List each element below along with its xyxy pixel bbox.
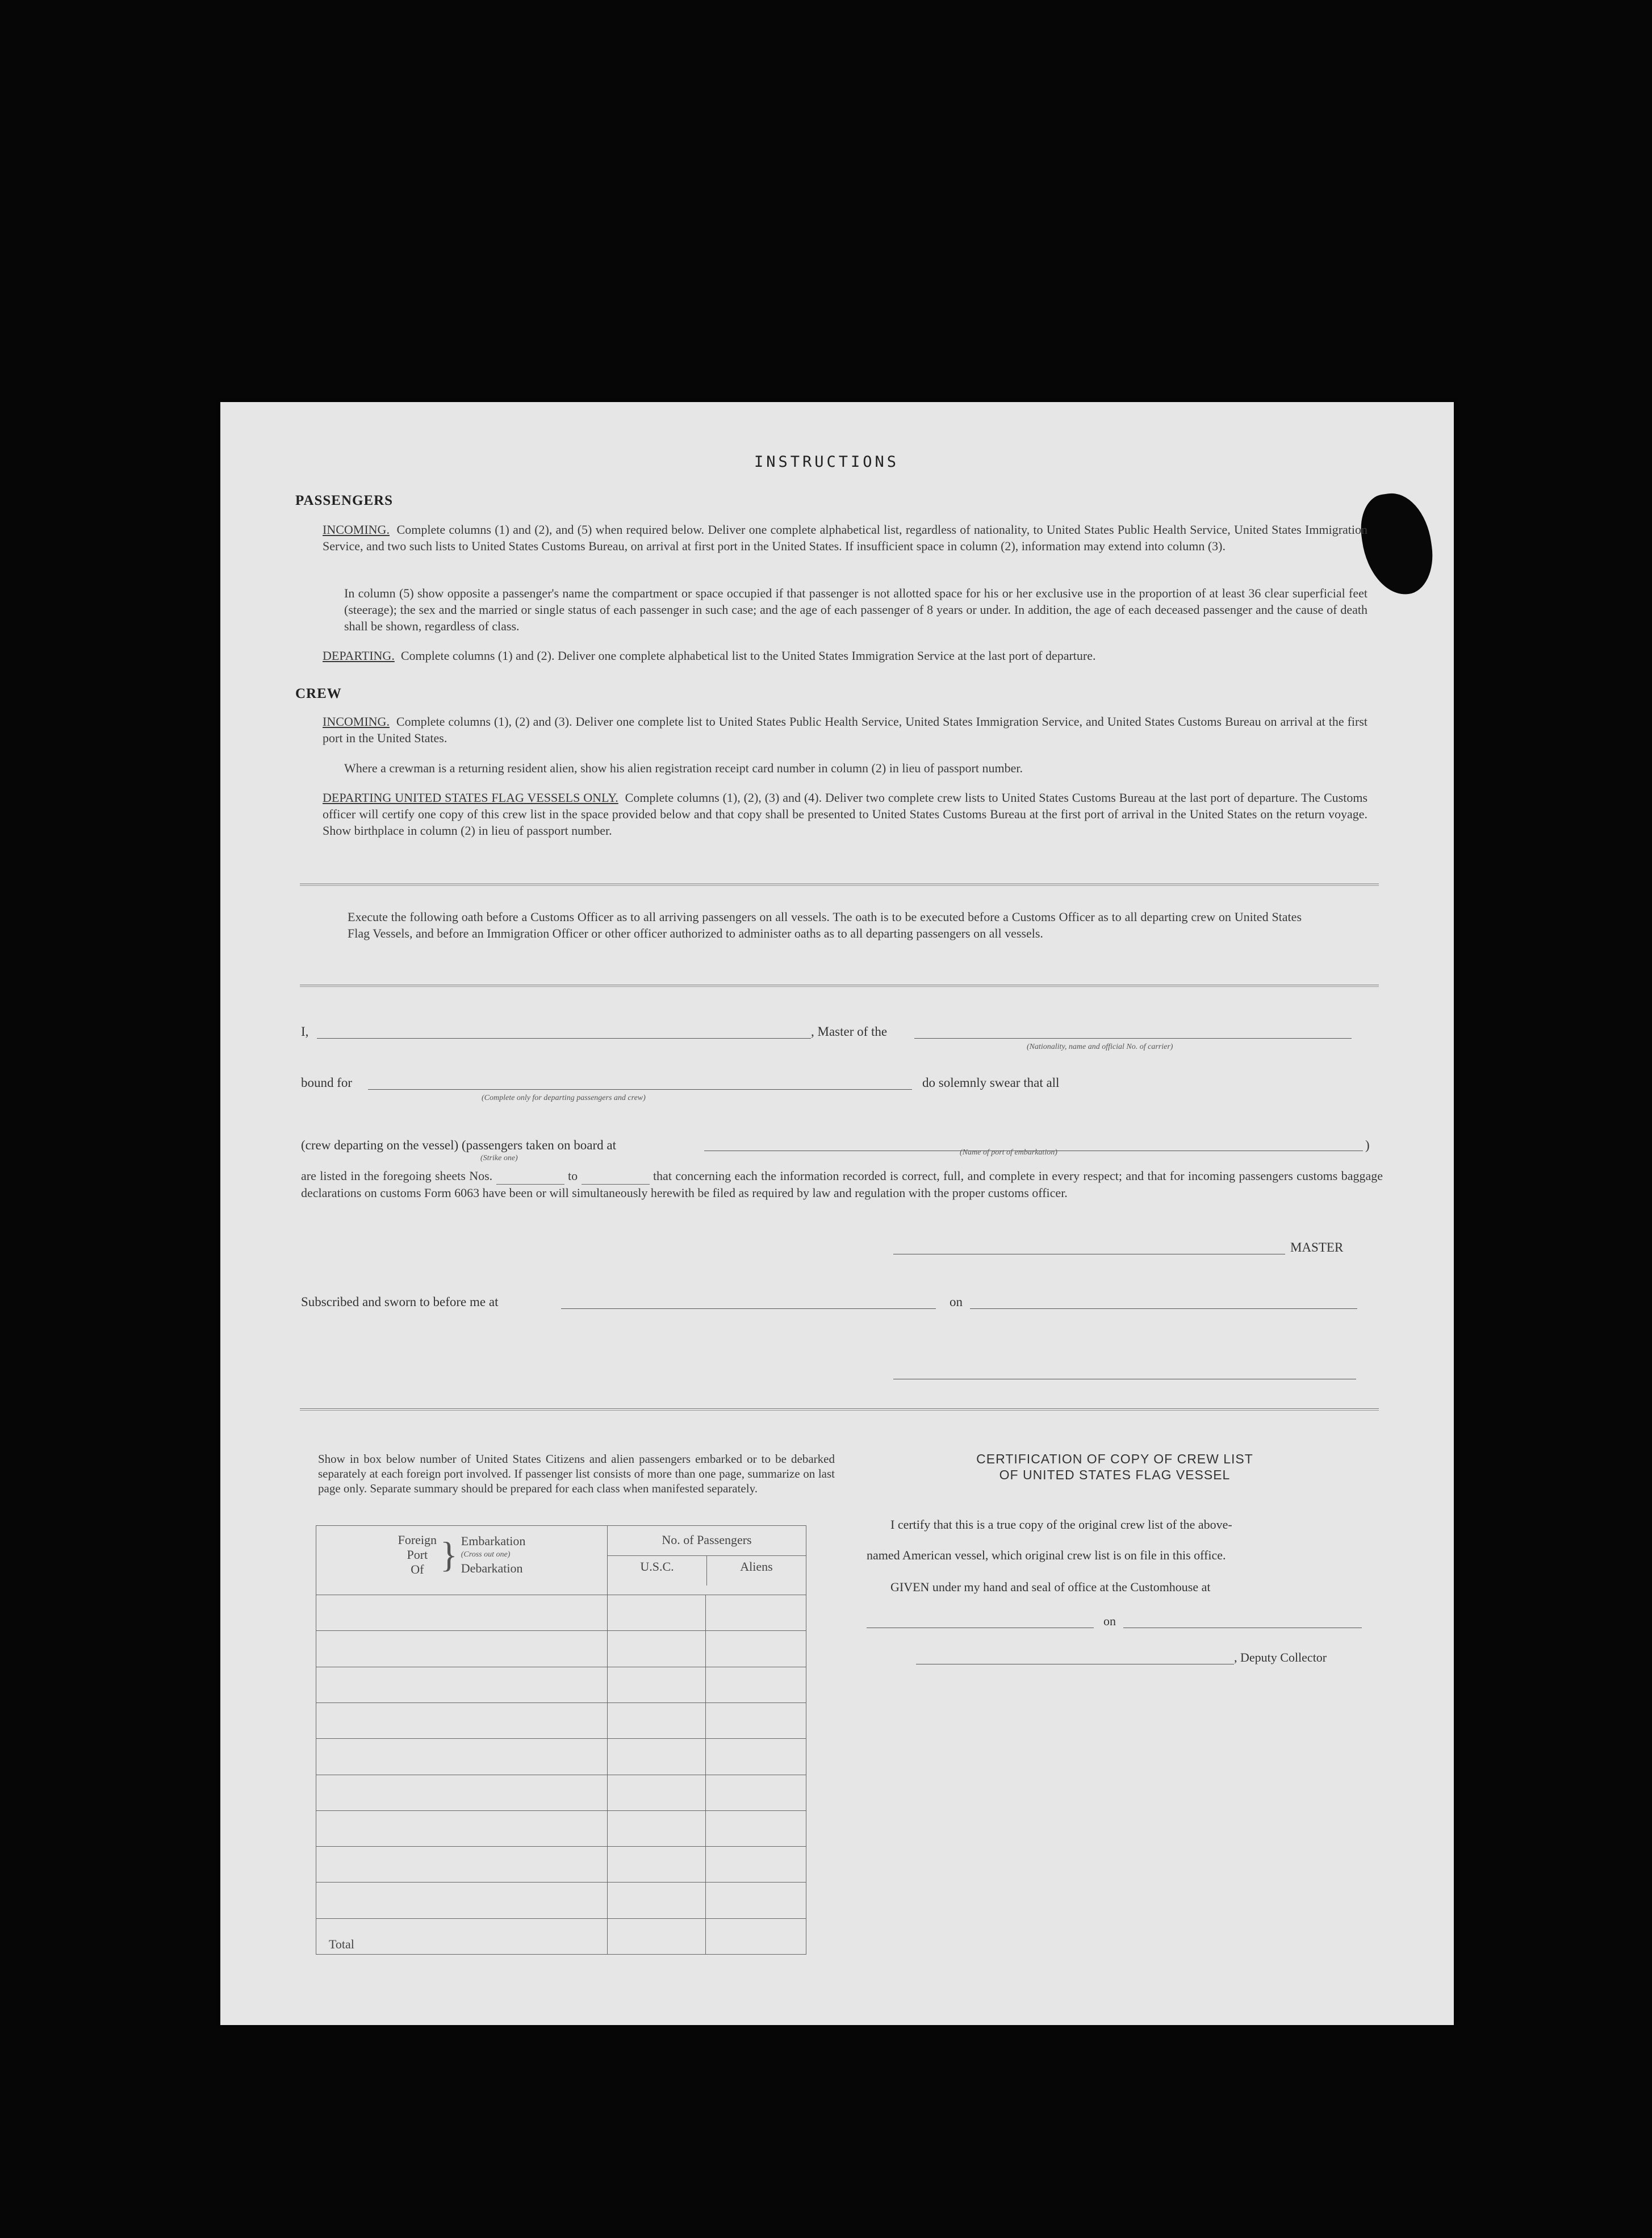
passengers-heading: PASSENGERS <box>295 493 394 508</box>
passengers-incoming-text: Complete columns (1) and (2), and (5) when required below. Deliver one complete alphabetical list, regardless of nationality, to United States Public Health Service, United States Immigration Service, and two such lists to United States Customs Bureau, on arrival at first port in the United States. If insufficient space in column (2), information may extend into column (3). <box>323 522 1368 553</box>
usc-cell[interactable] <box>608 1847 706 1883</box>
table-row <box>316 1847 806 1883</box>
summary-instructions: Show in box below number of United States Citizens and alien passengers embarked or to be debarked separately at each foreign port involved. If passenger list consists of more than one page, summarize on last page only. Separate summary should be prepared for each class when manifested separately. <box>318 1452 835 1495</box>
col-cross: (Cross out one) <box>461 1550 511 1559</box>
passengers-departing-paragraph <box>323 647 1367 664</box>
crew-resident-paragraph: Where a crewman is a returning resident alien, show his alien registration receipt card number in column (2) in lieu of passport number. <box>344 761 1023 775</box>
close-paren: ) <box>1365 1138 1370 1152</box>
usc-cell[interactable] <box>608 1667 706 1702</box>
crew-incoming-text: Complete columns (1), (2) and (3). Deliver one complete list to United States Public Health Service, United States Immigration Service, and United States Customs Bureau on arrival at the first port in the United States. <box>323 714 1368 745</box>
passengers-departing-text: Complete columns (1) and (2). Deliver one complete alphabetical list to the United States Immigration Service at the last port of departure. <box>400 649 1096 663</box>
num-passengers-header <box>608 1526 806 1595</box>
cert-heading-1: CERTIFICATION OF COPY OF CREW LIST <box>976 1451 1253 1466</box>
divider <box>300 1408 1379 1411</box>
port-cell[interactable] <box>316 1595 608 1631</box>
col-aliens: Aliens <box>740 1559 773 1574</box>
deputy-collector-label: , Deputy Collector <box>1234 1650 1327 1664</box>
col-port-line1: Foreign <box>398 1533 437 1547</box>
port-hint: (Name of port of embarkation) <box>960 1148 1057 1157</box>
bound-for-label: bound for <box>301 1076 353 1090</box>
page-title: INSTRUCTIONS <box>754 453 900 471</box>
passengers-column5-paragraph: In column (5) show opposite a passenger's name the compartment or space occupied if that passenger is not allotted space for his or her exclusive use in the proportion of at least 36 clear superficial feet (steerage); the sex and the married or single status of each passenger in such case; and the age of each passenger of 8 years or under. In addition, the age of each deceased passenger and the cause of death shall be shown, regardless of class. <box>344 586 1367 633</box>
col-num: No. of Passengers <box>608 1526 806 1556</box>
port-cell[interactable] <box>316 1631 608 1667</box>
carrier-field[interactable] <box>914 1038 1352 1039</box>
bound-for-field[interactable] <box>368 1089 912 1090</box>
aliens-cell[interactable] <box>706 1883 806 1918</box>
oath-i-label: I, <box>301 1024 309 1039</box>
sheet-to-field[interactable] <box>582 1168 650 1185</box>
col-port-line3: Of <box>411 1562 424 1576</box>
crew-heading: CREW <box>295 686 342 701</box>
carrier-hint: (Nationality, name and official No. of carrier) <box>1027 1043 1173 1051</box>
master-of-label: , Master of the <box>811 1024 888 1039</box>
table-row <box>316 1702 806 1738</box>
usc-cell[interactable] <box>608 1810 706 1846</box>
aliens-cell[interactable] <box>706 1739 806 1775</box>
cert-given: GIVEN under my hand and seal of office at the Customhouse at <box>890 1580 1211 1594</box>
port-cell[interactable] <box>316 1847 608 1883</box>
oath-instructions: Execute the following oath before a Customs Officer as to all arriving passengers on all vessels. The oath is to be executed before a Customs Officer as to all departing crew on United States Flag Vessels, and before an Immigration Officer or other officer authorized to administer oaths as to all departing passengers on all vessels. <box>348 910 1302 940</box>
table-row <box>316 1775 806 1810</box>
sworn-place-field[interactable] <box>561 1308 936 1309</box>
cert-text-2: named American vessel, which original crew list is on file in this office. <box>867 1548 1226 1562</box>
port-cell[interactable] <box>316 1883 608 1918</box>
aliens-cell[interactable] <box>706 1775 806 1810</box>
bound-for-hint: (Complete only for departing passengers and crew) <box>482 1094 646 1102</box>
table-row <box>316 1595 806 1631</box>
crew-incoming-paragraph <box>323 713 1367 746</box>
total-row <box>316 1918 806 1954</box>
passenger-summary-table <box>316 1525 806 1955</box>
col-embark: Embarkation <box>461 1534 526 1548</box>
table-row <box>316 1883 806 1918</box>
aliens-cell[interactable] <box>706 1667 806 1702</box>
port-cell[interactable] <box>316 1739 608 1775</box>
aliens-cell[interactable] <box>706 1595 806 1631</box>
master-name-field[interactable] <box>317 1038 811 1039</box>
total-aliens-cell[interactable] <box>706 1918 806 1954</box>
usc-cell[interactable] <box>608 1883 706 1918</box>
cert-text-1: I certify that this is a true copy of the original crew list of the above- <box>890 1517 1232 1532</box>
ink-blot <box>1356 489 1438 600</box>
col-debark: Debarkation <box>461 1561 523 1575</box>
port-cell[interactable] <box>316 1810 608 1846</box>
table-row <box>316 1810 806 1846</box>
crew-departing-paragraph <box>323 789 1367 839</box>
table-row <box>316 1631 806 1667</box>
col-port-line2: Port <box>407 1547 428 1562</box>
port-header: Foreign Port Of } Embarkation (Cross out one) Debarkation <box>316 1526 608 1595</box>
divider <box>300 985 1379 987</box>
aliens-cell[interactable] <box>706 1631 806 1667</box>
aliens-cell[interactable] <box>706 1702 806 1738</box>
passengers-incoming-label: INCOMING. <box>323 522 390 537</box>
swear-label: do solemnly swear that all <box>922 1076 1060 1090</box>
sheets-paragraph <box>301 1168 1383 1201</box>
aliens-cell[interactable] <box>706 1810 806 1846</box>
subscribed-label: Subscribed and sworn to before me at <box>301 1295 499 1309</box>
sheets-prefix: are listed in the foregoing sheets Nos. <box>301 1169 493 1183</box>
cert-on-label: on <box>1103 1614 1116 1628</box>
sheet-from-field[interactable] <box>496 1168 564 1185</box>
master-label: MASTER <box>1290 1240 1344 1254</box>
usc-cell[interactable] <box>608 1739 706 1775</box>
on-label: on <box>950 1295 963 1309</box>
crew-departing-label: (crew departing on the vessel) (passengers taken on board at <box>301 1138 616 1152</box>
sworn-date-field[interactable] <box>970 1308 1357 1309</box>
usc-cell[interactable] <box>608 1775 706 1810</box>
divider <box>300 884 1379 886</box>
crew-incoming-label: INCOMING. <box>323 714 390 729</box>
col-usc: U.S.C. <box>608 1556 707 1586</box>
aliens-cell[interactable] <box>706 1847 806 1883</box>
usc-cell[interactable] <box>608 1595 706 1631</box>
crew-departing-text: Complete columns (1), (2), (3) and (4). Deliver two complete crew lists to United States Customs Bureau at the last port of departure. The Customs officer will certify one copy of this crew list in the space provided below and that copy shall be presented to United States Customs Bureau at the first port of arrival in the United States on the return voyage. Show birthplace in column (2) in lieu of passport number. <box>323 790 1368 838</box>
port-cell[interactable] <box>316 1702 608 1738</box>
cert-heading-2: OF UNITED STATES FLAG VESSEL <box>999 1467 1231 1482</box>
port-cell[interactable] <box>316 1667 608 1702</box>
crew-departing-label: DEPARTING UNITED STATES FLAG VESSELS ONLY. <box>323 790 618 805</box>
passengers-incoming-paragraph <box>323 521 1367 554</box>
total-usc-cell[interactable] <box>608 1918 706 1954</box>
to-label: to <box>568 1169 578 1183</box>
form-sheet <box>220 402 1454 2025</box>
usc-cell[interactable] <box>608 1631 706 1667</box>
strike-hint: (Strike one) <box>480 1154 518 1162</box>
usc-cell[interactable] <box>608 1702 706 1738</box>
sheets-text: that concerning each the information recorded is correct, full, and complete in every respect; and that for incoming passengers customs baggage declarations on customs Form 6063 have been or will simultaneously herewith be filed as required by law and regulation with the proper customs officer. <box>301 1169 1383 1200</box>
table-row <box>316 1667 806 1702</box>
port-cell[interactable] <box>316 1775 608 1810</box>
table-row <box>316 1739 806 1775</box>
passengers-departing-label: DEPARTING. <box>323 649 395 663</box>
total-label: Total <box>316 1918 608 1954</box>
